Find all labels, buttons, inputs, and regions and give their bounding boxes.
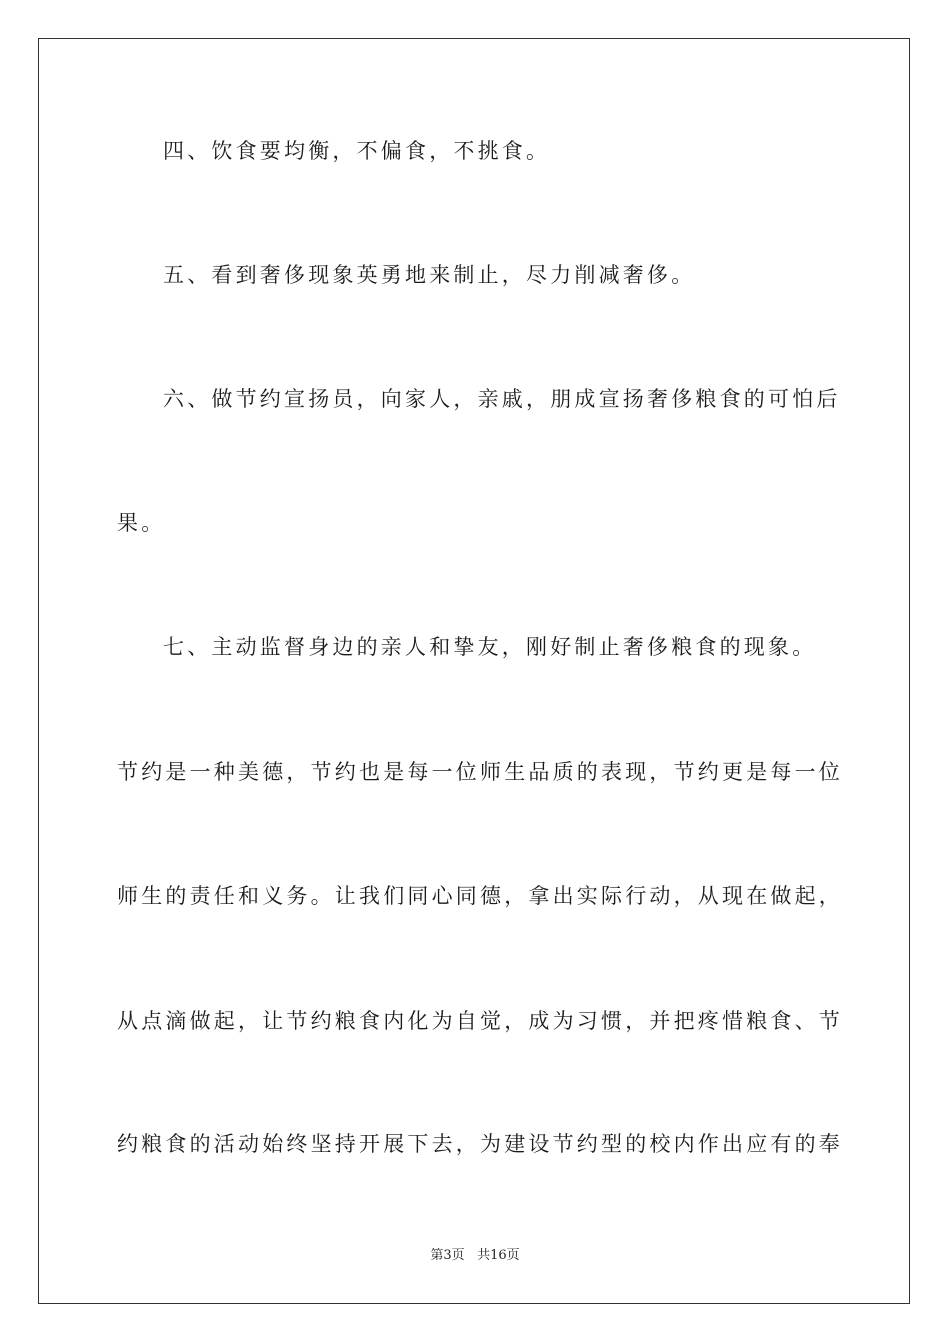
page-number: 第3页: [430, 1248, 465, 1263]
page-border: [38, 38, 910, 1304]
text-line: 节约是一种美德，节约也是每一位师生品质的表现，节约更是每一位: [117, 760, 843, 784]
page-footer: [0, 1247, 950, 1265]
text-line: 从点滴做起，让节约粮食内化为自觉，成为习惯，并把疼惜粮食、节: [117, 1009, 843, 1033]
text-line: 六、做节约宣扬员，向家人，亲戚，朋成宣扬奢侈粮食的可怕后: [163, 387, 841, 411]
text-line: 师生的责任和义务。让我们同心同德，拿出实际行动，从现在做起，: [117, 884, 843, 908]
text-line: 约粮食的活动始终坚持开展下去，为建设节约型的校内作出应有的奉: [117, 1132, 843, 1156]
text-line: 七、主动监督身边的亲人和挚友，刚好制止奢侈粮食的现象。: [163, 635, 817, 659]
text-line: 四、饮食要均衡，不偏食，不挑食。: [163, 139, 551, 163]
text-line: 五、看到奢侈现象英勇地来制止，尽力削减奢侈。: [163, 263, 696, 287]
page-total: 共16页: [477, 1248, 520, 1263]
text-line: 果。: [117, 511, 166, 535]
